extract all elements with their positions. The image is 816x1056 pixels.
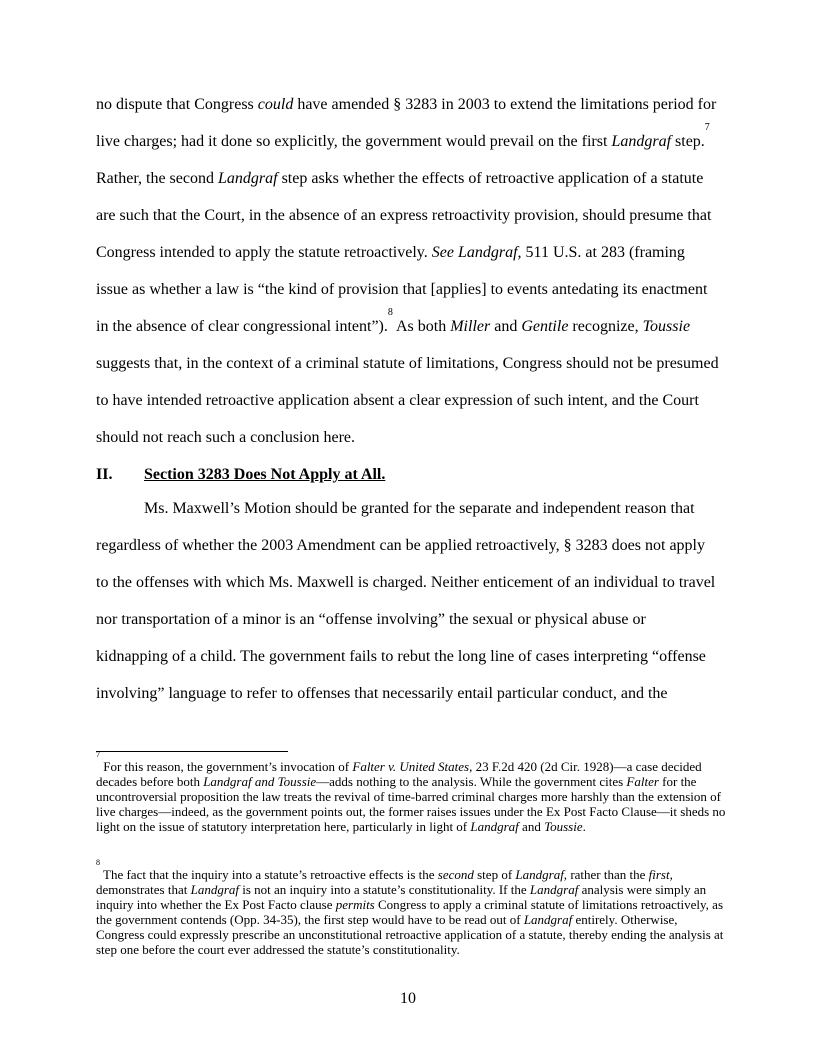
- body-line: to the offenses with which Ms. Maxwell is charged. Neither enticement of an individual to travel: [96, 574, 716, 591]
- footnote-7: $^7$ For this reason, the government’s invocation of Falter v. United States, 23 F.2d 420 (2d Cir. 1928)—a case decided decades before both Landgraf and Toussie—adds nothing to the analysis. While the government cites Falter for the uncontroversial proposition the law treats the revival of time-barred criminal charges more harshly than the extension of live charges—indeed, as the government points out, the former raises issues under the Ex Post Facto Clause—it sheds no light on the issue of statutory interpretation here, particularly in light of Landgraf and Toussie.: [96, 750, 726, 834]
- italic-text: Gentile: [521, 318, 569, 335]
- body-line: are such that the Court, in the absence of an express retroactivity provision, should presume that: [96, 207, 712, 224]
- body-line: Rather, the second Landgraf step asks whether the effects of retroactive application of a statute: [96, 170, 704, 187]
- body-line: suggests that, in the context of a criminal statute of limitations, Congress should not be presumed: [96, 355, 719, 372]
- body-line: in the absence of clear congressional intent”).$^8$ As both Miller and Gentile recognize, Toussie: [96, 307, 691, 335]
- body-line: no dispute that Congress could have amended § 3283 in 2003 to extend the limitations period for: [96, 96, 717, 113]
- footnote-number: 7: [96, 750, 100, 759]
- italic-text: Falter v. United States,: [352, 759, 473, 774]
- italic-text: second: [437, 867, 474, 882]
- footnote-separator: [96, 751, 288, 752]
- italic-text: Toussie: [642, 318, 691, 335]
- body-line: Congress intended to apply the statute retroactively. See Landgraf, 511 U.S. at 283 (framing: [96, 244, 685, 261]
- body-line: should not reach such a conclusion here.: [96, 429, 356, 446]
- section-number: II.: [96, 466, 113, 483]
- body-line: live charges; had it done so explicitly, the government would prevail on the first Landgraf step.$^7$: [96, 122, 710, 150]
- body-line: Ms. Maxwell’s Motion should be granted for the separate and independent reason that: [144, 500, 695, 517]
- italic-text: Miller: [450, 318, 491, 335]
- italic-text: Landgraf: [190, 882, 239, 897]
- page-number: 10: [400, 990, 416, 1007]
- body-line: kidnapping of a child. The government fails to rebut the long line of cases interpreting “offense: [96, 648, 706, 665]
- italic-text: Landgraf: [611, 133, 672, 150]
- italic-text: See Landgraf,: [431, 244, 522, 261]
- italic-text: Landgraf: [529, 882, 579, 897]
- body-line: nor transportation of a minor is an “offense involving” the sexual or physical abuse or: [96, 611, 646, 628]
- italic-text: Landgraf: [523, 912, 573, 927]
- body-line: issue as whether a law is “the kind of provision that [applies] to events antedating its enactment: [96, 281, 708, 298]
- italic-text: Landgraf: [217, 170, 278, 187]
- body-line: to have intended retroactive application absent a clear expression of such intent, and the Court: [96, 392, 699, 409]
- section-heading: [96, 466, 385, 484]
- italic-text: first,: [648, 867, 673, 882]
- footnote-ref[interactable]: 8: [387, 307, 393, 318]
- italic-text: permits: [335, 897, 375, 912]
- footnote-number: 8: [96, 858, 100, 867]
- italic-text: Toussie: [544, 819, 583, 834]
- body-line: involving” language to refer to offenses that necessarily entail particular conduct, and the: [96, 685, 668, 702]
- italic-text: Falter: [626, 774, 659, 789]
- italic-text: Landgraf,: [515, 867, 568, 882]
- section-title: Section 3283 Does Not Apply at All.: [144, 466, 386, 483]
- italic-text: could: [257, 96, 294, 113]
- italic-text: Landgraf and Toussie: [203, 774, 317, 789]
- italic-text: Landgraf: [470, 819, 519, 834]
- footnote-8: $^8$ The fact that the inquiry into a statute’s retroactive effects is the second step of Landgraf, rather than the first, demonstrates that Landgraf is not an inquiry into a statute’s constitutionality. If the Landgraf analysis were simply an inquiry into whether the Ex Post Facto clause permits Congress to apply a criminal statute of limitations retroactively, as the government contends (Opp. 34-35), the first step would have to be read out of Landgraf entirely. Otherwise, Congress could expressly prescribe an unconstitutional retroactive application of a statute, thereby ending the analysis at step one before the court ever addressed the statute’s constitutionality.: [96, 858, 724, 957]
- footnote-ref[interactable]: 7: [704, 122, 710, 133]
- body-line: regardless of whether the 2003 Amendment can be applied retroactively, § 3283 does not apply: [96, 537, 705, 554]
